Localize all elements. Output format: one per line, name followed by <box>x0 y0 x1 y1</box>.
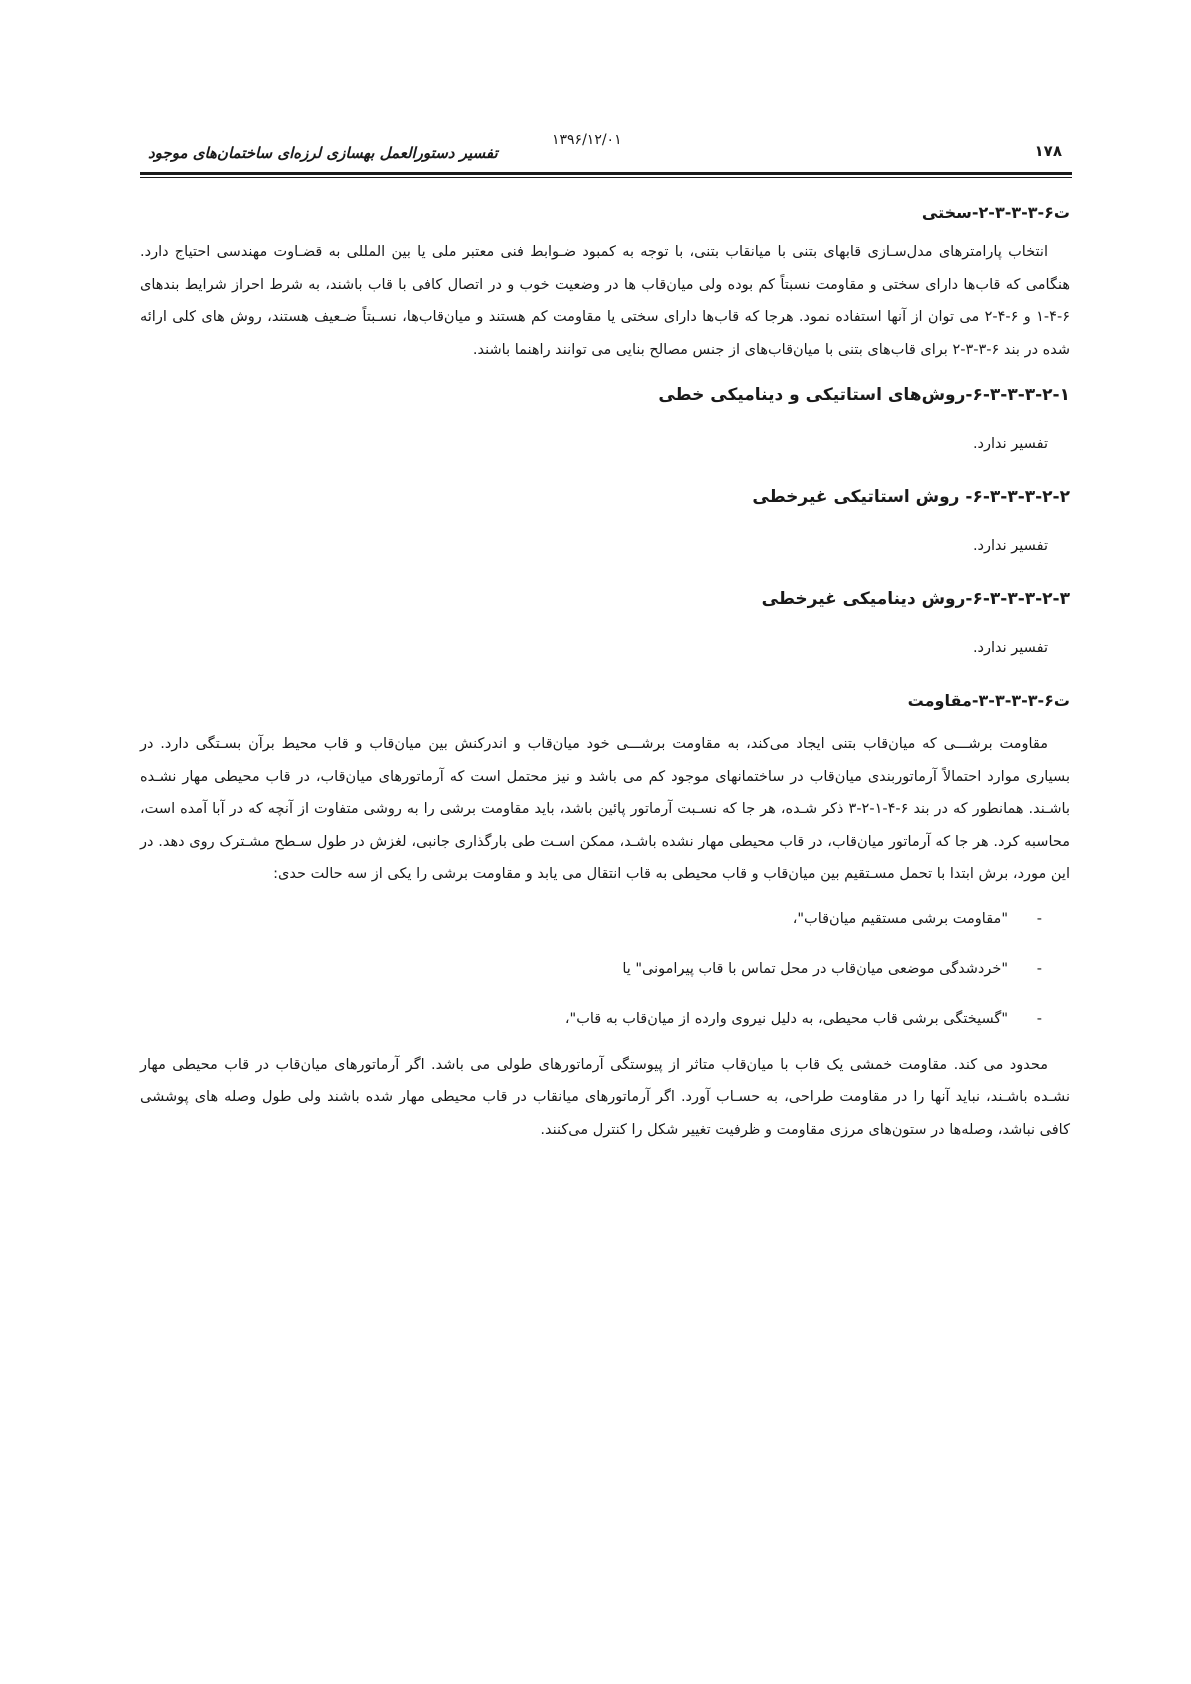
bullet-dash: - <box>1036 1010 1042 1027</box>
list-item <box>140 1005 1070 1033</box>
section-heading-linear: ۶-۳-۳-۳-۲-۱-روش‌های استاتیکی و دینامیکی خطی <box>658 385 1070 405</box>
list-item-text: "مقاومت برشی مستقیم میان‌قاب"، <box>792 910 1008 927</box>
header-date: ۱۳۹۶/۱۲/۰۱ <box>552 132 622 148</box>
header-title: تفسیر دستورالعمل بهسازی لرزه‌ای ساختمان‌های موجود <box>148 144 498 162</box>
bullet-dash: - <box>1036 960 1042 977</box>
page-number: ۱۷۸ <box>1034 142 1062 160</box>
section-heading-stiffness: ت۶-۳-۳-۳-۲-سختی <box>921 203 1070 222</box>
bullet-dash: - <box>1036 910 1042 927</box>
paragraph-strength: مقاومت برشـــی که میان‌قاب بتنی ایجاد می‌کند، به مقاومت برشـــی خود میان‌قاب و اندرکنش بین میان‌قاب و قاب محیط برآن بسـتگی دارد. در بسیاری موارد احتمالاً آرماتوربندی میان‌قاب در ساختمانهای موجود کم می باشد و نیز محتمل است که آرماتورهای میان‌قاب، در قاب محیطی مهار نشـده باشـند. همانطور که در بند ۶-۴-۱-۲-۳ ذکر شـده، هر جا که نسـبت آرماتور پائین باشد، باید مقاومت برشی را به روشی متفاوت از آنچه که در آبا آمده است، محاسبه کرد. هر جا که آرماتور میان‌قاب، در قاب محیطی مهار نشده باشـد، ممکن اسـت طی بارگذاری جانبی، لغزش در طول سـطح مشـترک روی دهد. در این مورد، برش ابتدا با تحمل مسـتقیم بین میان‌قاب و قاب محیطی به قاب انتقال می یابد و مقاومت برشی را یکی از سه حالت حدی: <box>140 736 1070 882</box>
section-heading-strength: ت۶-۳-۳-۳-۳-مقاومت <box>907 691 1070 710</box>
page-header <box>140 128 1070 168</box>
paragraph-stiffness: انتخاب پارامترهای مدل‌سـازی قابهای بتنی با میانقاب بتنی، با توجه به کمبود ضـوابط فنی معتبر ملی یا بین المللی به قضـاوت مهندسی احتیاج دارد. هنگامی که قاب‌ها دارای سختی و مقاومت نسبتاً کم بوده ولی میان‌قاب ها در وضعیت خوب و در اتصال کافی با قاب باشند، به شرط احراز شرایط بندهای ۶-۴-۱ و ۶-۴-۲ می توان از آنها استفاده نمود. هرجا که قاب‌ها دارای سختی یا مقاومت کم هستند و میان‌قاب‌ها، نسـبتاً ضـعیف هستند، روش های کلی ارائه شده در بند ۶-۳-۳-۲ برای قاب‌های بتنی با میان‌قاب‌های از جنس مصالح بنایی می توانند راهنما باشند. <box>140 244 1070 358</box>
list-item-text: "گسیختگی برشی قاب محیطی، به دلیل نیروی وارده از میان‌قاب به قاب"، <box>564 1010 1008 1027</box>
list-item <box>140 905 1070 933</box>
section-heading-nonlinear-dynamic: ۶-۳-۳-۳-۲-۳-روش دینامیکی غیرخطی <box>761 589 1070 609</box>
note-linear: تفسیر ندارد. <box>972 436 1048 452</box>
note-nonlinear-dynamic: تفسیر ندارد. <box>972 640 1048 656</box>
paragraph-strength-closing: محدود می کند. مقاومت خمشی یک قاب با میان‌قاب متاثر از پیوستگی آرماتورهای طولی می باشد. اگر آرماتورهای میان‌قاب در قاب محیطی مهار نشـده باشـند، نباید آنها را در مقاومت طراحی، به حسـاب آورد. اگر آرماتورهای میانقاب در قاب محیطی مهار شده باشند ولی طول وصله های پوششی کافی نباشد، وصله‌ها در ستون‌های مرزی مقاومت و ظرفیت تغییر شکل را کنترل می‌کنند. <box>140 1056 1070 1138</box>
list-item-text: "خردشدگی موضعی میان‌قاب در محل تماس با قاب پیرامونی" یا <box>622 960 1008 977</box>
section-heading-nonlinear-static: ۶-۳-۳-۳-۲-۲- روش استاتیکی غیرخطی <box>752 487 1070 507</box>
limit-states-list <box>140 905 1070 1033</box>
page-content <box>140 198 1070 1146</box>
list-item <box>140 955 1070 983</box>
note-nonlinear-static: تفسیر ندارد. <box>972 538 1048 554</box>
header-rule-thin <box>140 177 1072 178</box>
header-rule <box>140 172 1072 175</box>
